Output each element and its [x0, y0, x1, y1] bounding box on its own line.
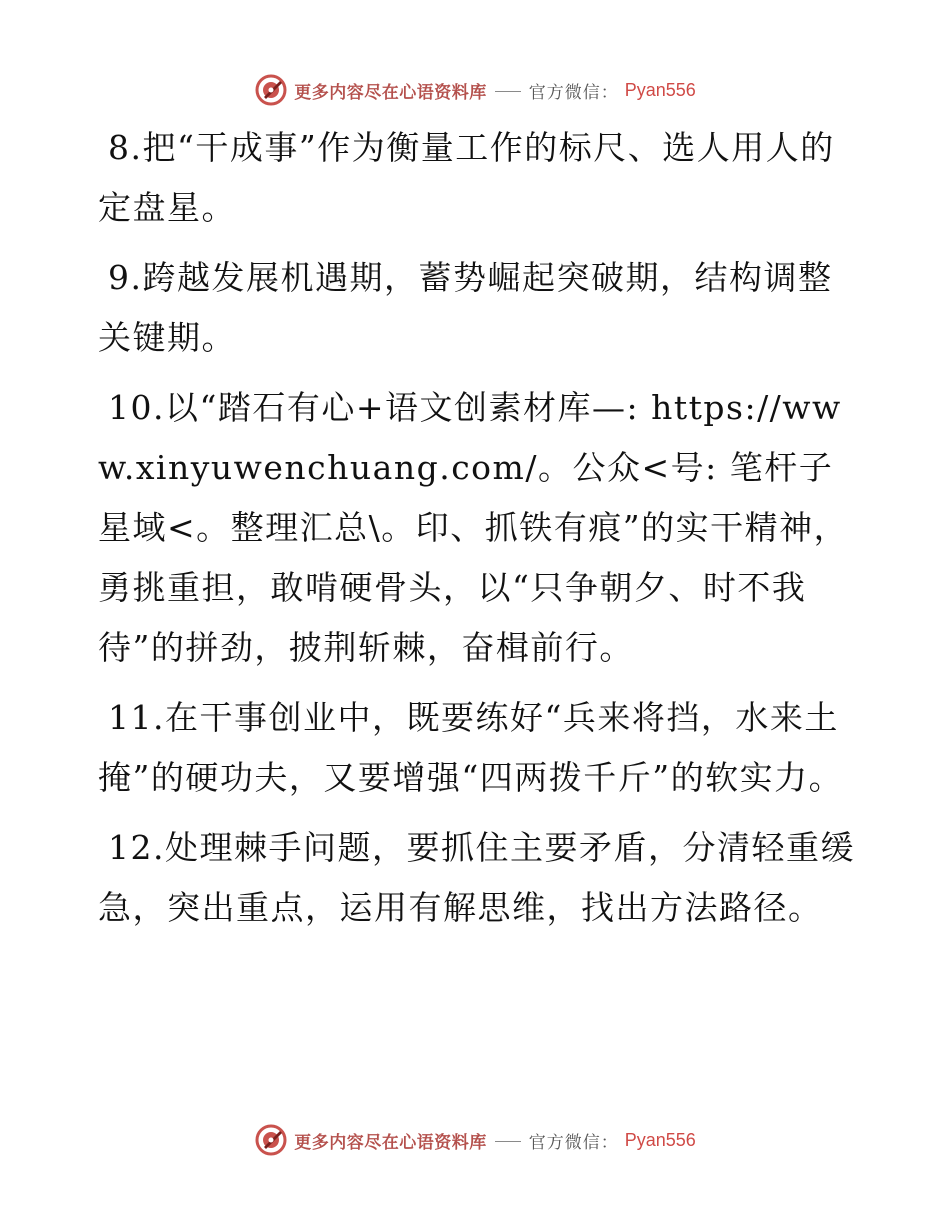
header-wechat-label: 官方微信： — [528, 82, 619, 103]
header-separator — [495, 91, 521, 92]
paragraph-10: 10.以“踏石有心+语文创素材库—: https://www.xinyuwenchuang.com/。公众<号: 笔杆子星域<。整理汇总\。印、抓铁有痕”的实干精神，勇挑重担，敢啃硬骨头，以“只争朝夕、时不我待”的拼劲，披荆斩棘，奋楫前行。 — [98, 388, 849, 667]
footer-separator — [495, 1141, 521, 1142]
header-banner — [0, 70, 950, 110]
pen-nib-logo-icon — [254, 73, 288, 107]
footer-wechat-id: Pyan556 — [624, 1129, 696, 1150]
paragraph-11: 11.在干事创业中，既要练好“兵来将挡，水来土掩”的硬功夫，又要增强“四两拨千斤”的软实力。 — [98, 698, 844, 797]
header-wechat-id: Pyan556 — [624, 79, 696, 100]
footer-wechat-label: 官方微信： — [528, 1132, 619, 1153]
paragraph-8: 8.把“干成事”作为衡量工作的标尺、选人用人的定盘星。 — [98, 128, 835, 227]
footer-banner — [0, 1120, 950, 1160]
header-banner-content — [254, 73, 696, 107]
document-body — [98, 118, 858, 948]
pen-nib-logo-icon — [254, 1123, 288, 1157]
footer-main-text: 更多内容尽在心语资料库 — [294, 1132, 487, 1153]
header-main-text: 更多内容尽在心语资料库 — [294, 82, 487, 103]
footer-banner-content — [254, 1123, 696, 1157]
paragraph-12: 12.处理棘手问题，要抓住主要矛盾，分清轻重缓急，突出重点，运用有解思维，找出方法路径。 — [98, 828, 855, 927]
paragraph-9: 9.跨越发展机遇期，蓄势崛起突破期，结构调整关键期。 — [98, 258, 833, 357]
